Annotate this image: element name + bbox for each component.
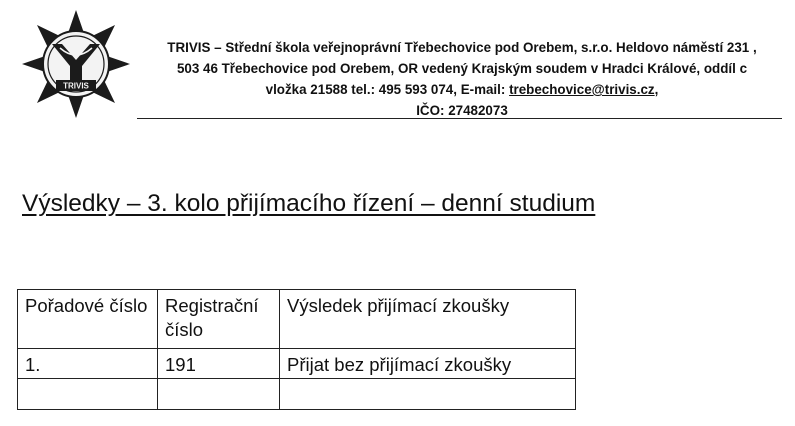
header-line-4: IČO: 27482073 bbox=[416, 103, 508, 118]
trivis-logo bbox=[20, 8, 132, 120]
column-header: Pořadové číslo bbox=[18, 290, 158, 349]
header-line-1: TRIVIS – Střední škola veřejnoprávní Třebechovice pod Orebem, s.r.o. Heldovo náměstí 231 , bbox=[167, 40, 757, 55]
results-table bbox=[17, 289, 576, 410]
header-line-3-text: vložka 21588 tel.: 495 593 074, E-mail: bbox=[265, 82, 510, 97]
table-cell bbox=[280, 379, 576, 410]
table-row bbox=[18, 379, 576, 410]
email-link[interactable]: trebechovice@trivis.cz bbox=[509, 82, 655, 97]
school-header bbox=[134, 37, 790, 121]
header-line-2: 503 46 Třebechovice pod Orebem, OR vedený Krajským soudem v Hradci Králové, oddíl c bbox=[176, 61, 748, 76]
header-line-3-suffix: , bbox=[654, 82, 659, 97]
table-cell bbox=[158, 379, 280, 410]
logo-text: TRIVIS bbox=[63, 81, 89, 91]
table-header-row bbox=[18, 290, 576, 349]
header-line-3 bbox=[134, 79, 790, 100]
table-cell: Přijat bez přijímací zkoušky bbox=[280, 349, 576, 379]
column-header: Registrační číslo bbox=[158, 290, 280, 349]
table-row bbox=[18, 349, 576, 379]
table-cell: 191 bbox=[158, 349, 280, 379]
page-title: Výsledky – 3. kolo přijímacího řízení – denní studium bbox=[22, 190, 596, 217]
table-cell bbox=[18, 379, 158, 410]
table-cell: 1. bbox=[18, 349, 158, 379]
column-header: Výsledek přijímací zkoušky bbox=[280, 290, 576, 349]
header-divider bbox=[137, 118, 782, 119]
